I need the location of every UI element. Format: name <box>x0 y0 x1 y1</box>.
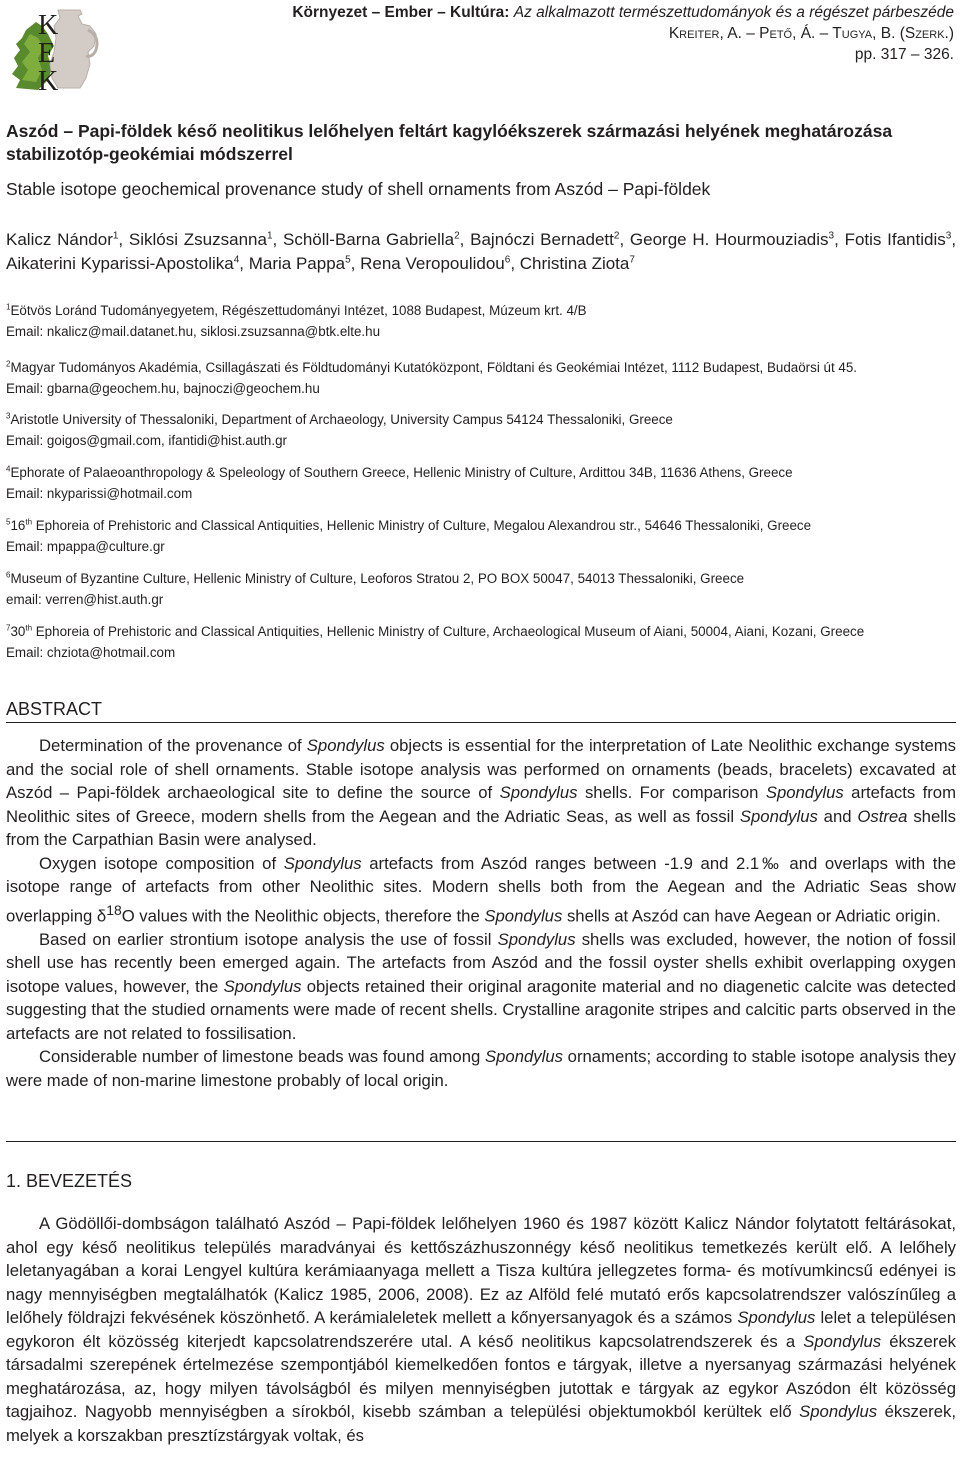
affiliation-text: $^6$Museum of Byzantine Culture, Hellenic Ministry of Culture, Leoforos Stratou 2, PO BOX 50047, 54013 Thessaloniki, Greece <box>6 570 745 586</box>
author-affiliation-mark: 3 <box>828 230 835 242</box>
author-affiliation-mark: 7 <box>629 254 635 266</box>
abstract-paragraph: Considerable number of limestone beads was found among Spondylus ornaments; according to stable isotope analysis they were made of non-marine limestone probably of local origin. <box>6 1047 956 1090</box>
affiliation-6 <box>6 568 956 610</box>
affiliation-email: Email: nkalicz@mail.datanet.hu, siklosi.zsuzsanna@btk.elte.hu <box>6 324 381 339</box>
kek-logo <box>8 4 103 92</box>
journal-title-line <box>292 2 954 23</box>
intro-heading: 1. BEVEZETÉS <box>6 1171 133 1191</box>
abstract-body <box>6 734 956 1092</box>
affiliation-number: 1 <box>6 302 11 312</box>
affiliation-1 <box>6 300 956 342</box>
affiliation-number: 3 <box>6 411 11 421</box>
author <box>520 254 635 273</box>
author-name: Siklósi Zsuzsanna <box>128 230 267 249</box>
author-list: Kalicz Nándor$^1$, Siklósi Zsuzsanna$^1$, Schöll-Barna Gabriella$^2$, Bajnóczi Bernadett$^2$, George H. Hourmouziadis$^3$, Fotis Ifantidis$^3$, Aikaterini Kyparissi-Apostolika$^4$, Maria Pappa$^5$, Rena Veropoulidou$^6$, Christina Ziota$^7$ <box>6 230 957 273</box>
affiliation-email: Email: mpappa@culture.gr <box>6 539 165 554</box>
affiliation-number: 5 <box>6 517 11 527</box>
affiliation-2 <box>6 357 956 399</box>
logo-letter-e: E <box>38 38 56 69</box>
author-affiliation-mark: 4 <box>233 254 240 266</box>
affiliation-text: $^1$Eötvös Loránd Tudományegyetem, Régészettudományi Intézet, 1088 Budapest, Múzeum krt. 4/B <box>6 302 587 318</box>
ordinal-suffix: th <box>25 623 33 633</box>
author-name: Kalicz Nándor <box>6 230 113 249</box>
author-name: Bajnóczi Bernadett <box>470 230 614 249</box>
journal-header <box>292 2 954 65</box>
affiliation-email: Email: chziota@hotmail.com <box>6 645 176 660</box>
affiliation-text: $^7$30th Ephoreia of Prehistoric and Classical Antiquities, Hellenic Ministry of Culture, Archaeological Museum of Aiani, 50004, Aiani, Kozani, Greece <box>6 623 865 639</box>
author-name: Fotis Ifantidis <box>844 230 946 249</box>
author <box>249 254 351 273</box>
affiliation-text: $^3$Aristotle University of Thessaloniki, Department of Archaeology, University Campus 54124 Thessaloniki, Greece <box>6 411 673 427</box>
author <box>283 230 460 249</box>
author-affiliation-mark: 1 <box>266 230 273 242</box>
author <box>360 254 510 273</box>
author-name: Christina Ziota <box>519 254 630 273</box>
author-name: Rena Veropoulidou <box>360 254 505 273</box>
author-affiliation-mark: 3 <box>945 230 952 242</box>
author-name: Schöll-Barna Gabriella <box>282 230 455 249</box>
affiliation-text: $^4$Ephorate of Palaeoanthropology & Speleology of Southern Greece, Hellenic Ministry of Culture, Ardittou 34B, 11636 Athens, Greece <box>6 464 793 480</box>
affiliation-email: Email: goigos@gmail.com, ifantidi@hist.auth.gr <box>6 433 287 448</box>
abstract-paragraph: Oxygen isotope composition of Spondylus artefacts from Aszód ranges between -1.9 and 2.1‰ and overlaps with the isotope range of artefacts from other Neolithic sites. Modern shells both from the Aegean and the Adriatic Seas show overlapping $\delta^{18}O$ values with the Neolithic objects, therefore the Spondylus shells at Aszód can have Aegean or Adriatic origin. <box>6 853 957 926</box>
journal-editors: Kreiter, A. – Pető, Á. – Tugya, B. (Szerk.) <box>668 25 954 42</box>
affiliation-text: $^2$Magyar Tudományos Akadémia, Csillagászati és Földtudományi Kutatóközpont, Földtani és Geokémiai Intézet, 1112 Budapest, Budaörsi út 45. <box>6 359 858 375</box>
abstract-bottom-rule <box>6 1141 956 1142</box>
affiliation-4 <box>6 462 956 504</box>
intro-body <box>6 1212 956 1447</box>
abstract-heading: ABSTRACT <box>6 699 103 719</box>
author-affiliation-mark: 1 <box>112 230 119 242</box>
author-affiliation-mark: 6 <box>504 254 511 266</box>
affiliation-email: Email: gbarna@geochem.hu, bajnoczi@geochem.hu <box>6 381 320 396</box>
abstract-top-rule <box>6 722 956 723</box>
journal-subtitle: Az alkalmazott természettudományok és a régészet párbeszéde <box>513 4 954 21</box>
intro-paragraph: A Gödöllői-dombságon található Aszód – Papi-földek lelőhelyen 1960 és 1987 között Kalicz Nándor folytatott feltárásokat, ahol egy késő neolitikus település maradványai és kettőszázhuszonnégy késő neolitikus temetkezés került elő. A lelőhely leletanyagában a korai Lengyel kultúra kerámiaanyaga mellett a Tisza kultúra jellegzetes forma- és motívumkincsű edényei is nagy mennyiségben megtalálhatók (Kalicz 1985, 2006, 2008). Ez az Alföld felé mutató erős kapcsolatrendszer valószínűleg a lelőhely földrajzi fekvésének köszönhető. A kerámialeletek mellett a kőnyersanyagok és a számos Spondylus lelet a településen egykoron élt közösség kiterjedt kapcsolatrendszerére utal. A késő neolitikus kapcsolatrendszerek és a Spondylus ékszerek társadalmi szerepének értelmezése szempontjából kiemelkedően fontos e tárgyak, illetve a nyersanyag származási helyének meghatározása, az, hogy milyen távolságból és milyen mennyiségben jutottak e tárgyak az egykor Aszódon élt közösség tagjaihoz. Nagyobb mennyiségben a sírokból, kisebb számban a települési objektumokból kerültek elő Spondylus ékszerek, melyek a korszakban presztízstárgyak voltak, és <box>6 1214 956 1445</box>
author <box>630 230 834 249</box>
affiliation-7 <box>6 621 956 663</box>
author <box>470 230 619 249</box>
author-name: George H. Hourmouziadis <box>629 230 829 249</box>
logo-letter-k1: K <box>38 10 59 41</box>
affiliation-number: 7 <box>6 623 11 633</box>
author <box>845 230 952 249</box>
affiliation-email: Email: nkyparissi@hotmail.com <box>6 486 193 501</box>
author-affiliation-mark: 5 <box>345 254 351 266</box>
author-affiliation-mark: 2 <box>454 230 460 242</box>
author-name: Aikaterini Kyparissi-Apostolika <box>6 254 234 273</box>
author-name: Maria Pappa <box>248 254 346 273</box>
affiliation-number: 4 <box>6 464 11 474</box>
affiliation-3 <box>6 409 956 451</box>
ordinal-suffix: th <box>25 517 33 527</box>
affiliation-5 <box>6 515 956 557</box>
affiliation-text: $^5$16th Ephoreia of Prehistoric and Classical Antiquities, Hellenic Ministry of Culture, Megalou Alexandrou str., 54646 Thessaloniki, Greece <box>6 517 812 533</box>
title-english: Stable isotope geochemical provenance study of shell ornaments from Aszód – Papi-földek <box>6 179 711 199</box>
author-affiliation-mark: 2 <box>613 230 620 242</box>
journal-name: Környezet – Ember – Kultúra: <box>292 4 510 21</box>
author <box>6 230 118 249</box>
title-hungarian: Aszód – Papi-földek késő neolitikus lelőhelyen feltárt kagylóékszerek származási helyének meghatározása stabilizotóp-geokémiai módszerrel <box>6 121 893 164</box>
affiliation-number: 2 <box>6 359 11 369</box>
abstract-paragraph: Based on earlier strontium isotope analysis the use of fossil Spondylus shells was excluded, however, the notion of fossil shell use has recently been emerged again. The artefacts from Aszód and the fossil oyster shells exhibit overlapping oxygen isotope values, however, the Spondylus objects retained their original aragonite material and no diagenetic calcite was detected suggesting that the studied ornaments were made of recent shells. Crystalline aragonite stripes and calcitic parts observed in the artefacts are not related to fossilisation. <box>6 929 957 1043</box>
affiliation-number: 6 <box>6 570 11 580</box>
journal-pages: pp. 317 – 326. <box>854 46 954 63</box>
abstract-paragraph: Determination of the provenance of Spondylus objects is essential for the interpretation of Late Neolithic exchange systems and the social role of shell ornaments. Stable isotope analysis was performed on ornaments (beads, bracelets) excavated at Aszód – Papi-földek archaeological site to define the source of Spondylus shells. For comparison Spondylus artefacts from Neolithic sites of Greece, modern shells from the Aegean and the Adriatic Seas, as well as fossil Spondylus and Ostrea shells from the Carpathian Basin were analysed. <box>6 736 956 849</box>
affiliation-email: email: verren@hist.auth.gr <box>6 592 164 607</box>
logo-letter-k2: K <box>38 66 59 92</box>
author <box>6 254 239 273</box>
author <box>129 230 273 249</box>
